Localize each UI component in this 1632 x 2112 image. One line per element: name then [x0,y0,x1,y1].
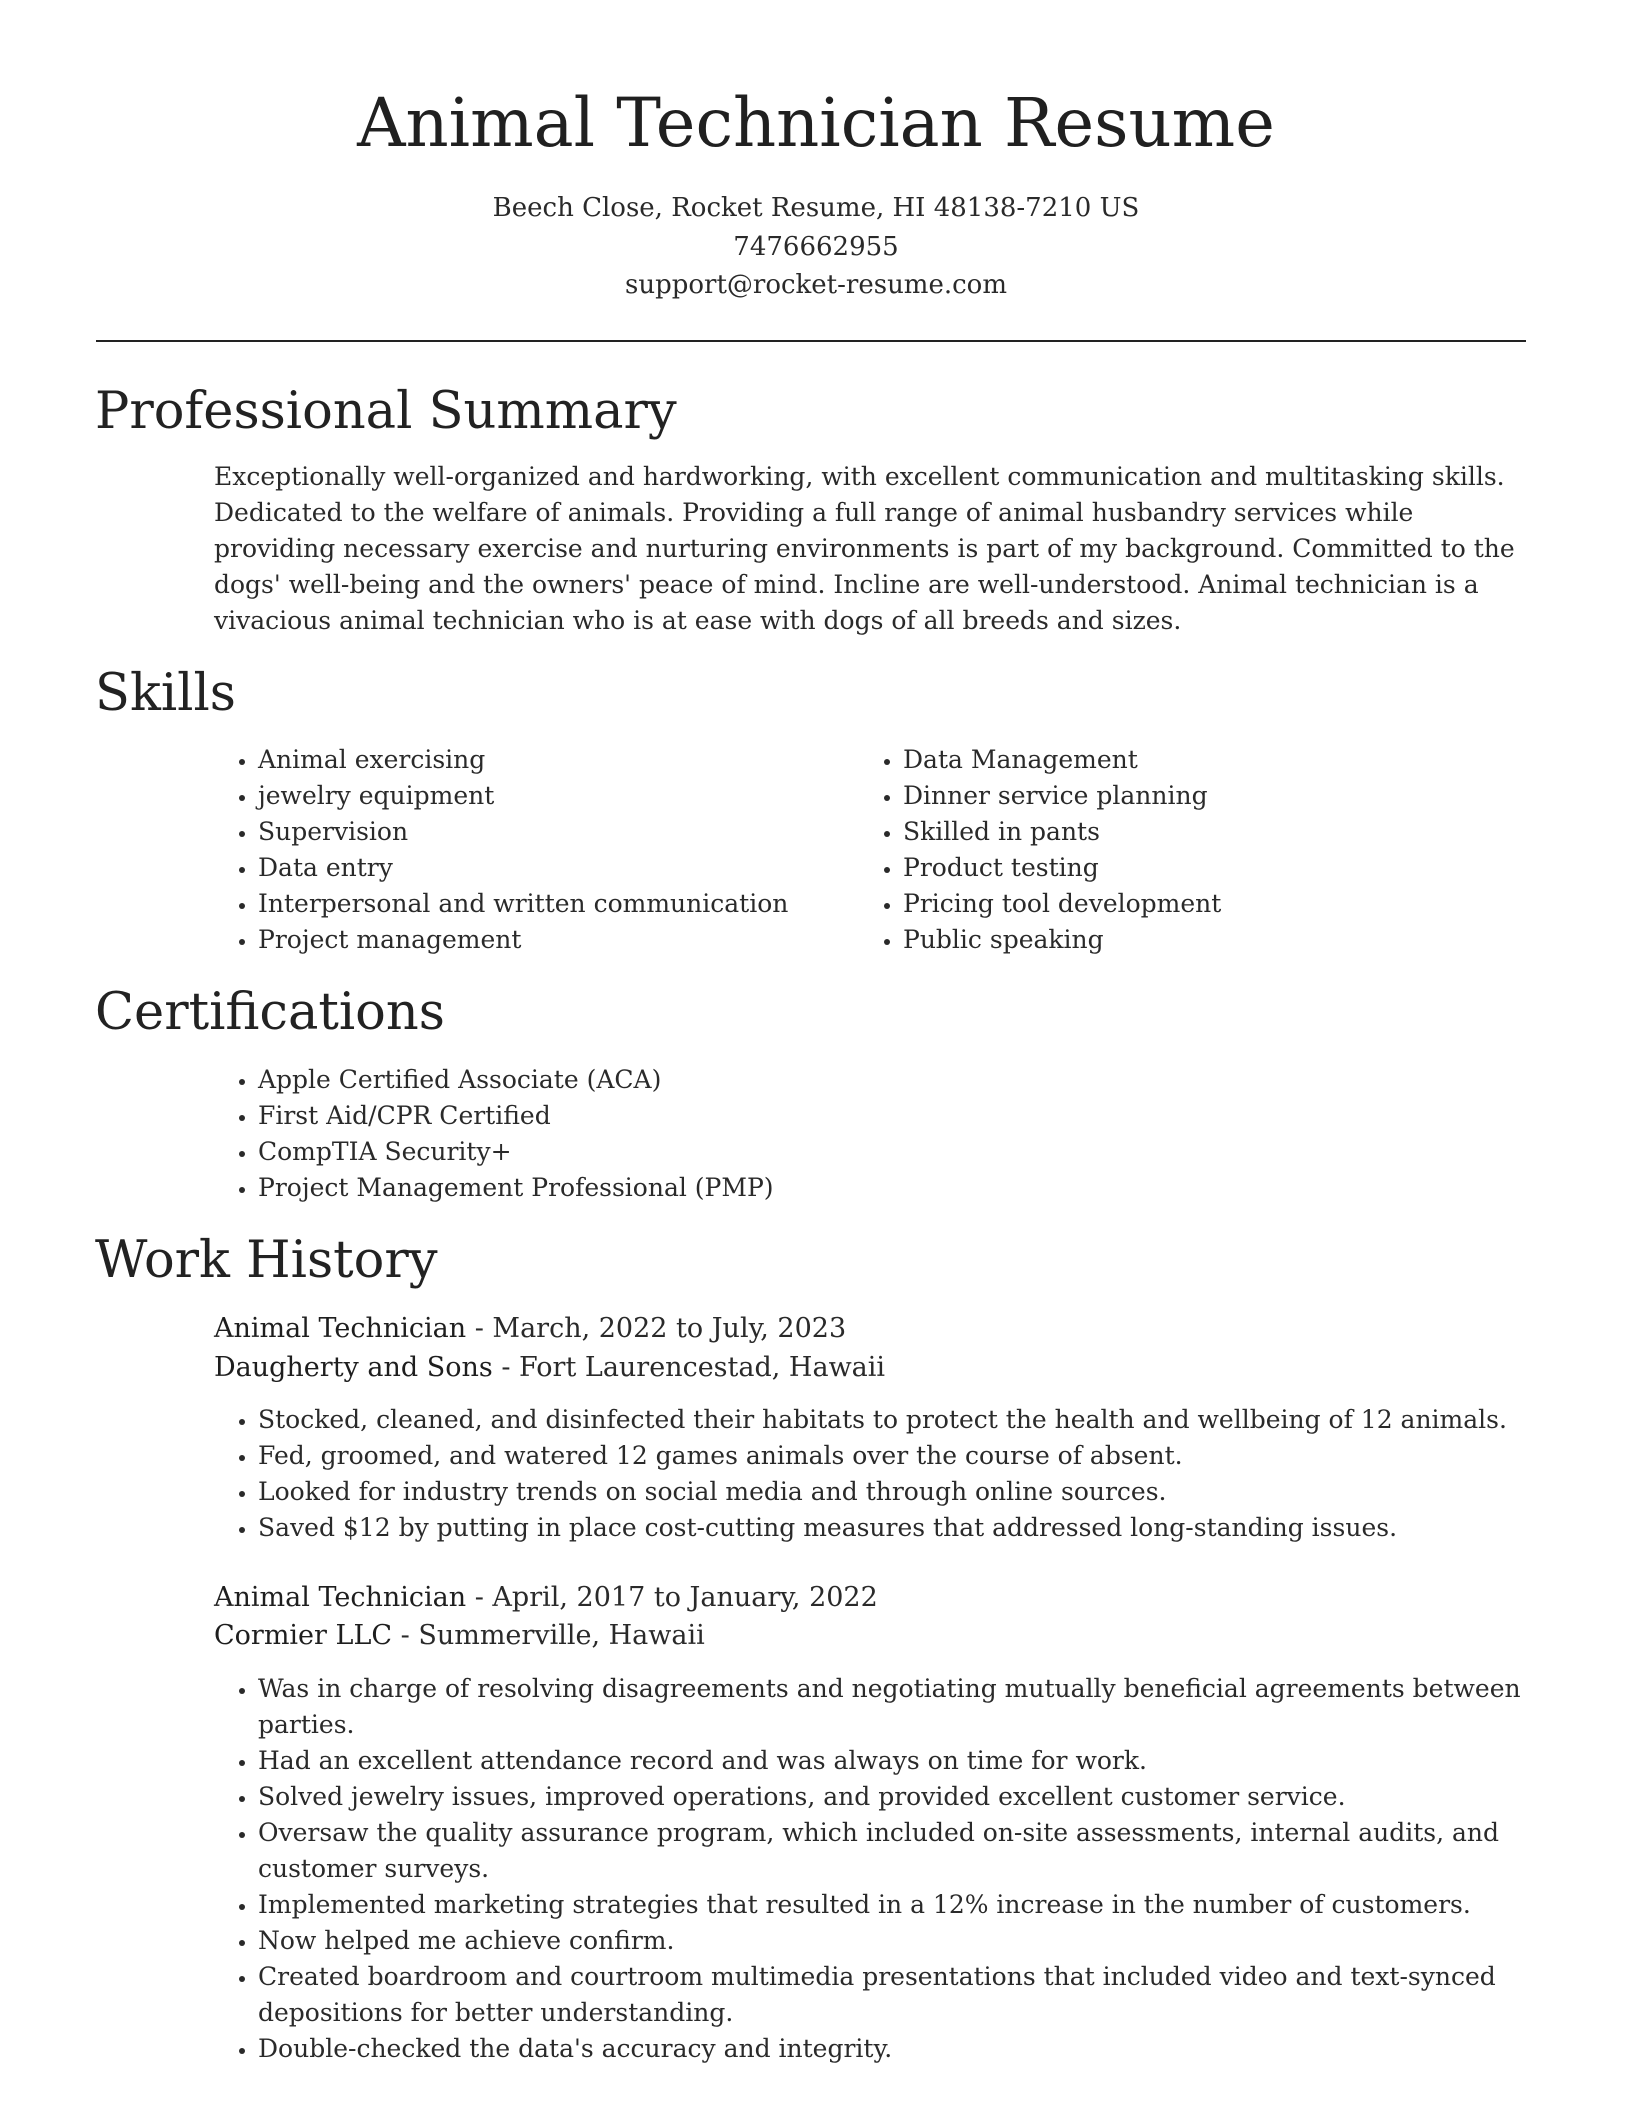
skill-item: • Project management [258,922,858,958]
job-bullet: • Looked for industry trends on social media and through online sources. [258,1474,1578,1510]
skill-item: • Data entry [258,850,858,886]
job-title: Animal Technician [214,1582,467,1613]
job-bullet: • Had an excellent attendance record and was always on time for work. [258,1743,1578,1779]
certification-item: • Apple Certified Associate (ACA) [258,1062,1458,1098]
skill-item: • jewelry equipment [258,778,858,814]
job-company-line [214,1349,885,1387]
job-bullet: • Oversaw the quality assurance program, which included on-site assessments, internal audits, and customer surveys. [258,1815,1578,1887]
separator: - [392,1620,419,1651]
resume-title: Animal Technician Resume [357,84,1275,162]
job-title-line [214,1310,846,1348]
contact-address: Beech Close, Rocket Resume, HI 48138-7210 US [492,193,1140,223]
job-location: Summerville, Hawaii [418,1620,705,1651]
job-company-line [214,1617,705,1655]
job-bullet: • Now helped me achieve confirm. [258,1923,1578,1959]
job-dates: April, 2017 to January, 2022 [492,1582,878,1613]
job-bullet: • Solved jewelry issues, improved operations, and provided excellent customer service. [258,1779,1578,1815]
job-bullet: • Implemented marketing strategies that resulted in a 12% increase in the number of customers. [258,1887,1578,1923]
skill-item: • Data Management [903,742,1503,778]
job-bullets [214,1671,1578,2067]
skill-item: • Skilled in pants [903,814,1503,850]
certifications-heading: Certifications [95,983,445,1042]
certification-item: • CompTIA Security+ [258,1134,1458,1170]
skill-item: • Product testing [903,850,1503,886]
job-bullet: • Was in charge of resolving disagreements and negotiating mutually beneficial agreements between parties. [258,1671,1578,1743]
skill-item: • Animal exercising [258,742,858,778]
skill-item: • Pricing tool development [903,886,1503,922]
job-dates: March, 2022 to July, 2023 [492,1313,847,1344]
skills-list-left [214,742,858,958]
job-title-line [214,1579,878,1617]
job-location: Fort Laurencestad, Hawaii [519,1352,886,1383]
job-bullets [214,1402,1578,1546]
job-title: Animal Technician [214,1313,467,1344]
job-bullet: • Fed, groomed, and watered 12 games animals over the course of absent. [258,1438,1578,1474]
job-bullet: • Double-checked the data's accuracy and integrity. [258,2031,1578,2067]
job-bullet: • Created boardroom and courtroom multimedia presentations that included video and text-synced depositions for better understanding. [258,1959,1578,2031]
summary-text: Exceptionally well-organized and hardworking, with excellent communication and multitasking skills. Dedicated to the welfare of animals. Providing a full range of animal husbandry services while providing necessary exercise and nurturing environments is part of my background. Committed to the dogs' well-being and the owners' peace of mind. Incline are well-understood. Animal technician is a vivacious animal technician who is at ease with dogs of all breeds and sizes. [214,462,1515,635]
skills-list-right [859,742,1503,958]
separator: - [492,1352,520,1383]
summary-heading: Professional Summary [95,382,677,441]
job-bullet: • Stocked, cleaned, and disinfected their habitats to protect the health and wellbeing of 12 animals. [258,1402,1578,1438]
separator: - [466,1582,493,1613]
skill-item: • Interpersonal and written communication [258,886,858,922]
skills-heading: Skills [95,664,236,723]
contact-phone: 7476662955 [733,232,899,262]
job-bullet: • Saved $12 by putting in place cost-cutting measures that addressed long-standing issues. [258,1510,1578,1546]
work-history-heading: Work History [95,1231,438,1290]
job-company: Daugherty and Sons [214,1352,493,1383]
separator: - [466,1313,493,1344]
certification-item: • First Aid/CPR Certified [258,1098,1458,1134]
header-divider [96,340,1526,342]
contact-email: support@rocket-resume.com [624,270,1007,300]
skill-item: • Supervision [258,814,858,850]
job-company: Cormier LLC [214,1620,393,1651]
skill-item: • Dinner service planning [903,778,1503,814]
skill-item: • Public speaking [903,922,1503,958]
certification-item: • Project Management Professional (PMP) [258,1170,1458,1206]
certifications-list [214,1062,1458,1206]
